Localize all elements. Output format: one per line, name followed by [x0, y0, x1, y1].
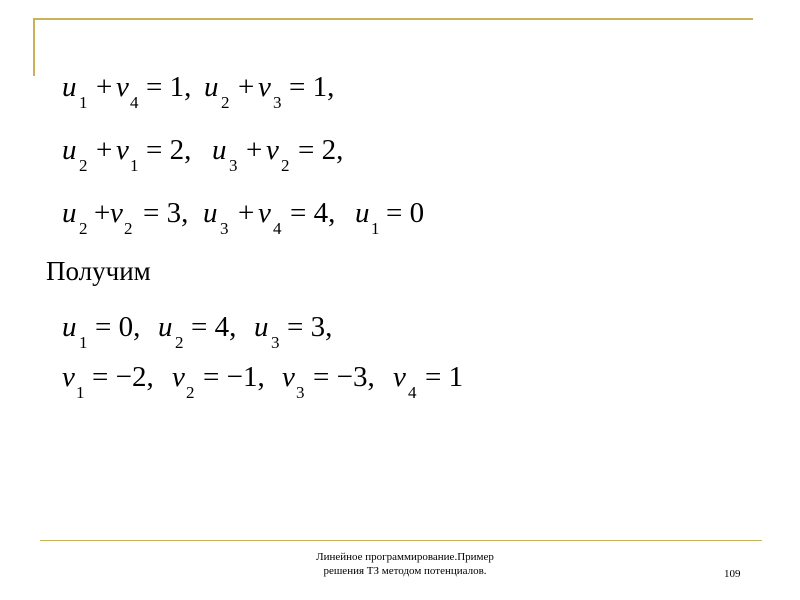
- var-v: v: [116, 134, 129, 166]
- equals-value: = 2,: [146, 134, 192, 166]
- var-v: v: [266, 134, 279, 166]
- var-u: u: [62, 197, 77, 229]
- plus-sign: +: [96, 134, 113, 166]
- var-u: u: [212, 134, 227, 166]
- var-u: u: [355, 197, 370, 229]
- footer-line-2: решения ТЗ методом потенциалов.: [323, 565, 487, 577]
- equals-value: = −3,: [313, 361, 375, 393]
- subscript: 2: [79, 219, 88, 238]
- var-v: v: [393, 361, 406, 393]
- plus-sign: +: [238, 71, 255, 103]
- heading-poluchim: Получим: [46, 256, 151, 286]
- subscript: 1: [79, 333, 88, 352]
- plus-sign: +: [94, 197, 111, 229]
- subscript: 2: [221, 93, 230, 112]
- equals-value: = 0: [386, 197, 425, 229]
- subscript: 1: [76, 383, 85, 402]
- footer-caption: [255, 550, 555, 578]
- equals-value: = 3,: [143, 197, 189, 229]
- subscript: 3: [273, 93, 282, 112]
- footer-rule: [40, 540, 762, 541]
- subscript: 1: [79, 93, 88, 112]
- var-u: u: [254, 311, 269, 343]
- equals-value: = 1: [425, 361, 464, 393]
- plus-sign: +: [246, 134, 263, 166]
- equals-value: = 3,: [287, 311, 333, 343]
- var-u: u: [158, 311, 173, 343]
- equals-value: = 4,: [290, 197, 336, 229]
- subscript: 3: [229, 156, 238, 175]
- plus-sign: +: [96, 71, 113, 103]
- var-v: v: [172, 361, 185, 393]
- subscript: 3: [296, 383, 305, 402]
- var-v: v: [282, 361, 295, 393]
- subscript: 1: [371, 219, 380, 238]
- plus-sign: +: [238, 197, 255, 229]
- subscript: 2: [124, 219, 133, 238]
- var-v: v: [258, 71, 271, 103]
- equals-value: = 4,: [191, 311, 237, 343]
- subscript: 4: [273, 219, 282, 238]
- subscript: 3: [271, 333, 280, 352]
- subscript: 4: [408, 383, 417, 402]
- var-v: v: [62, 361, 75, 393]
- var-u: u: [204, 71, 219, 103]
- var-v: v: [258, 197, 271, 229]
- var-u: u: [203, 197, 218, 229]
- var-u: u: [62, 311, 77, 343]
- subscript: 3: [220, 219, 229, 238]
- subscript: 2: [175, 333, 184, 352]
- var-v: v: [116, 71, 129, 103]
- equals-value: = 1,: [289, 71, 335, 103]
- var-u: u: [62, 134, 77, 166]
- frame-left-rule: [33, 18, 35, 76]
- footer-line-1: Линейное программирование.Пример: [316, 551, 494, 563]
- subscript: 1: [130, 156, 139, 175]
- var-v: v: [110, 197, 123, 229]
- equals-value: = 1,: [146, 71, 192, 103]
- equals-value: = −2,: [92, 361, 154, 393]
- var-u: u: [62, 71, 77, 103]
- subscript: 2: [186, 383, 195, 402]
- page-number: 109: [724, 568, 741, 580]
- equals-value: = 0,: [95, 311, 141, 343]
- subscript: 2: [79, 156, 88, 175]
- subscript: 4: [130, 93, 139, 112]
- subscript: 2: [281, 156, 290, 175]
- equals-value: = −1,: [203, 361, 265, 393]
- equals-value: = 2,: [298, 134, 344, 166]
- frame-top-rule: [33, 18, 753, 20]
